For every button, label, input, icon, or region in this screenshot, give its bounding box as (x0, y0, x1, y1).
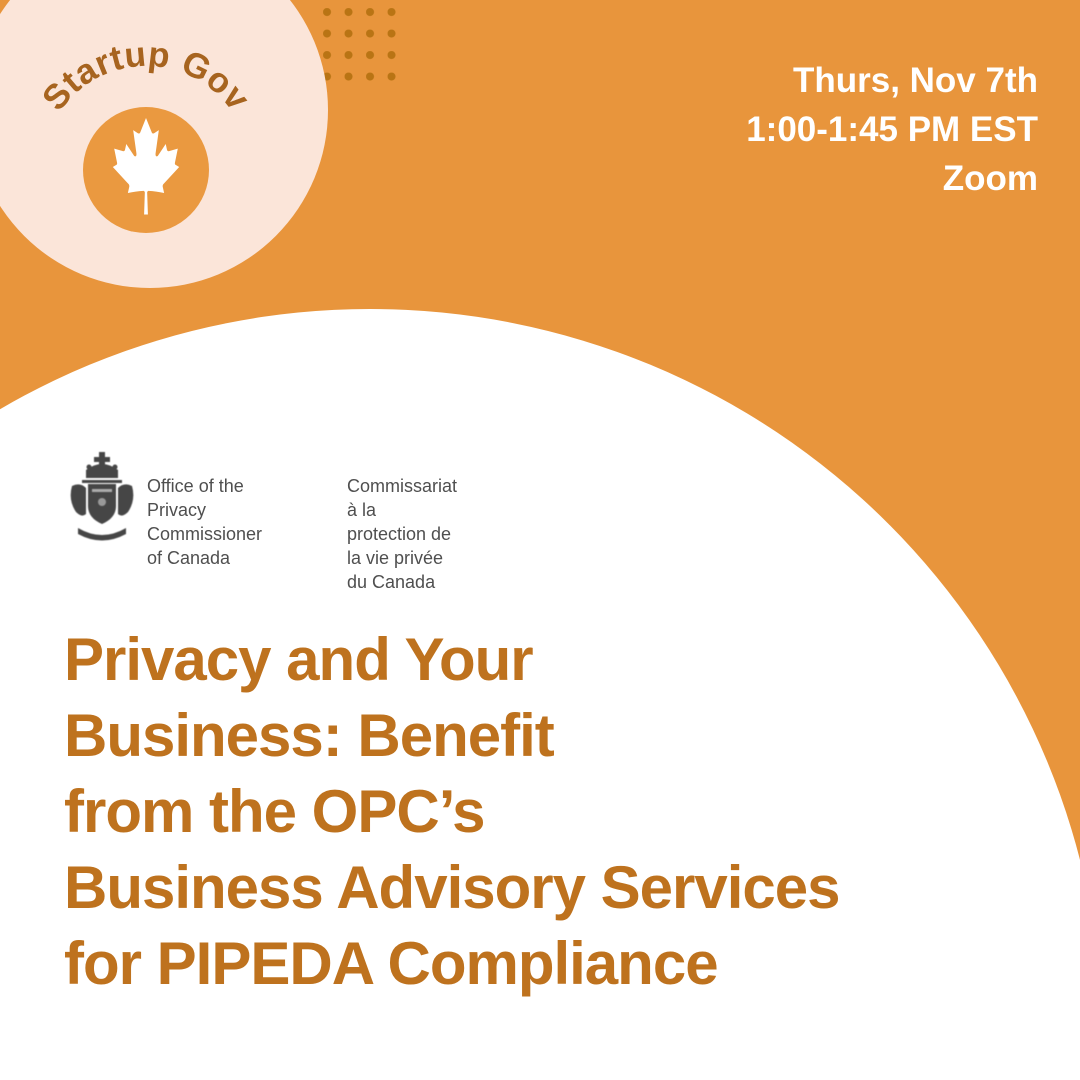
dots-pattern (323, 8, 403, 88)
schedule-date: Thurs, Nov 7th (792, 61, 1038, 100)
coat-of-arms-icon (70, 452, 134, 548)
startup-gov-badge (0, 0, 320, 270)
opc-logo-text-english: Office of the Privacy Commissioner of Canada (147, 476, 263, 568)
title-line: for PIPEDA Compliance (64, 930, 718, 997)
schedule-time: 1:00-1:45 PM EST (746, 110, 1038, 149)
title-line: Business: Benefit (64, 702, 554, 769)
event-title (64, 622, 1064, 1002)
badge-curved-text: Startup Gov (34, 34, 258, 118)
schedule-platform: Zoom (942, 159, 1038, 198)
title-line: Business Advisory Services (64, 854, 840, 921)
schedule-block (746, 56, 1038, 203)
title-line: from the OPC’s (64, 778, 485, 845)
title-line: Privacy and Your (64, 626, 533, 693)
opc-logo-text-french: Commissariat à la protection de la vie privée du Canada (347, 476, 458, 592)
